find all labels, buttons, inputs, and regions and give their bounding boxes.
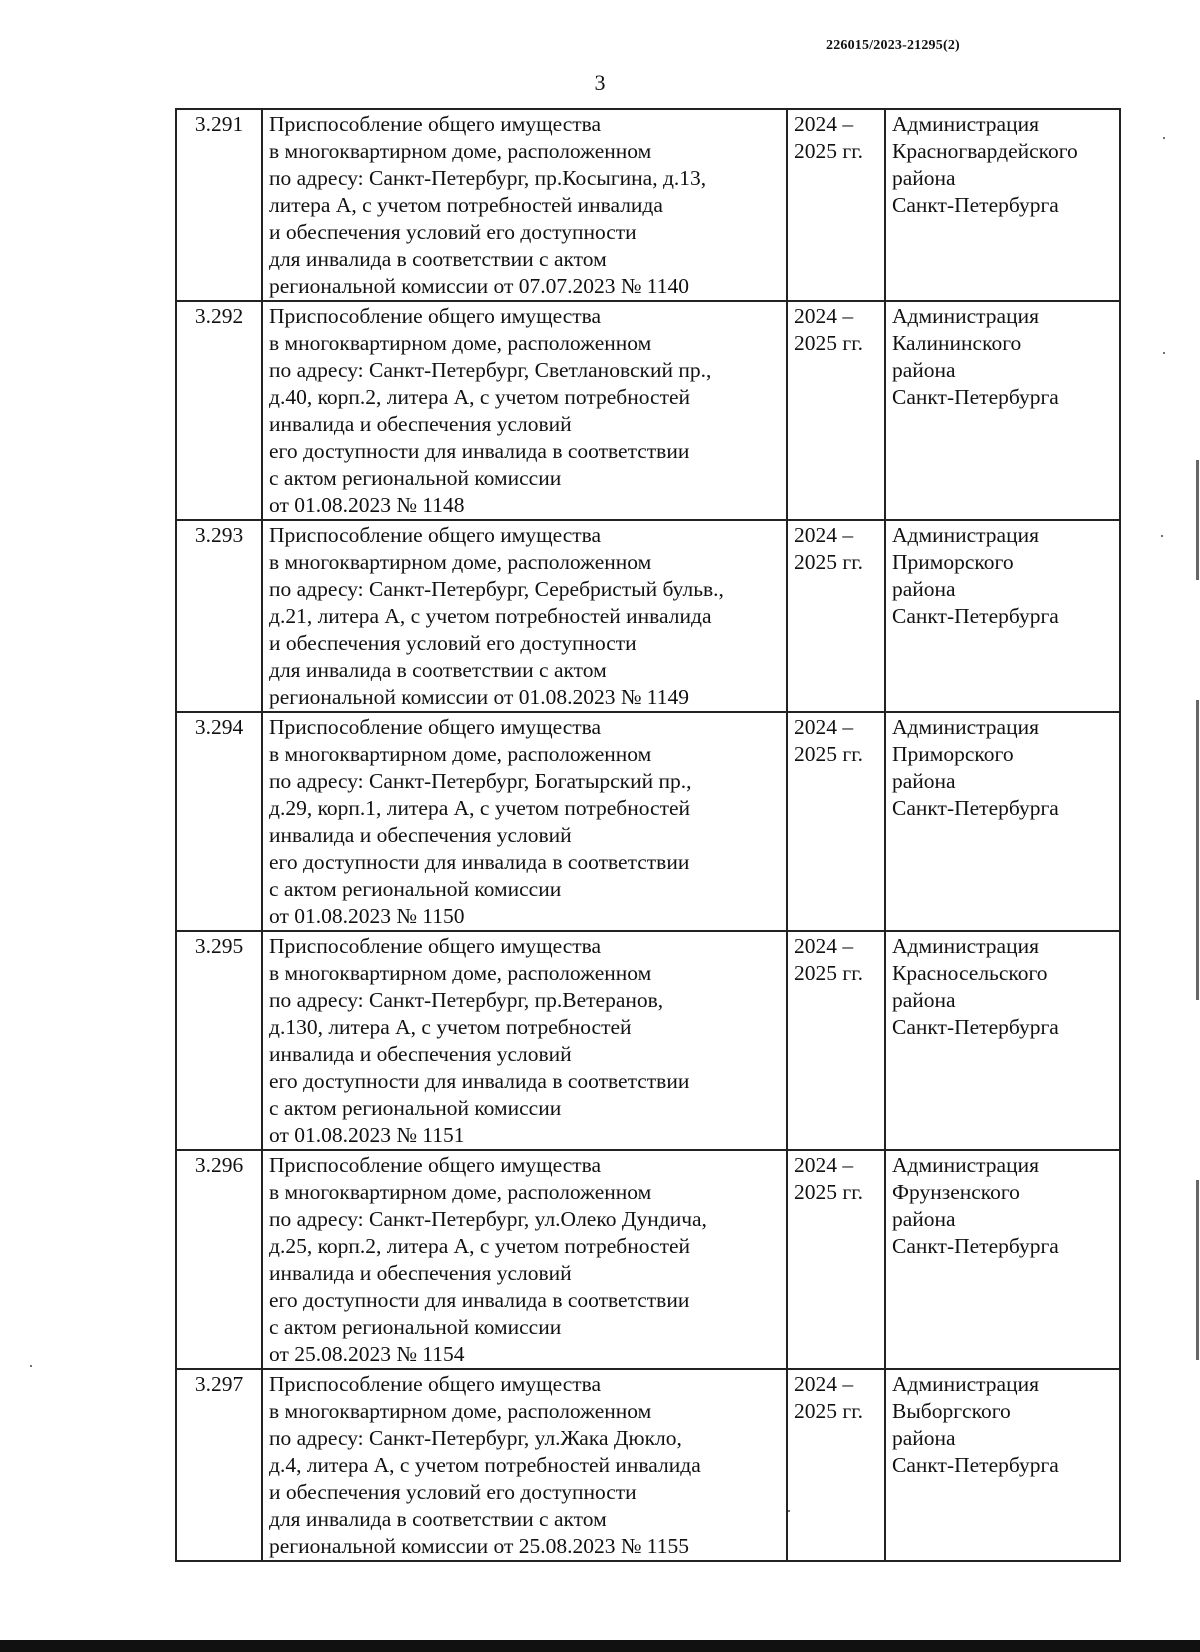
table-row [176,1369,1120,1561]
row-executor: Администрация Приморского района Санкт-Петербурга [885,520,1120,712]
table-row [176,931,1120,1150]
row-description: Приспособление общего имущества в многоквартирном доме, расположенном по адресу: Санкт-Петербург, Богатырский пр., д.29, корп.1, литера А, с учетом потребностей инвалида и обеспечения условий его доступности для инвалида в соответствии с актом региональной комиссии от 01.08.2023 № 1150 [262,712,787,931]
row-period: 2024 – 2025 гг. [787,109,885,301]
row-period: 2024 – 2025 гг. [787,712,885,931]
row-description: Приспособление общего имущества в многоквартирном доме, расположенном по адресу: Санкт-Петербург, Светлановский пр., д.40, корп.2, литера А, с учетом потребностей инвалида и обеспечения условий его доступности для инвалида в соответствии с актом региональной комиссии от 01.08.2023 № 1148 [262,301,787,520]
row-description: Приспособление общего имущества в многоквартирном доме, расположенном по адресу: Санкт-Петербург, пр.Косыгина, д.13, литера А, с учетом потребностей инвалида и обеспечения условий его доступности для инвалида в соответствии с актом региональной комиссии от 07.07.2023 № 1140 [262,109,787,301]
row-description: Приспособление общего имущества в многоквартирном доме, расположенном по адресу: Санкт-Петербург, Серебристый бульв., д.21, литера А, с учетом потребностей инвалида и обеспечения условий его доступности для инвалида в соответствии с актом региональной комиссии от 01.08.2023 № 1149 [262,520,787,712]
row-number: 3.294 [176,712,262,931]
table-row [176,520,1120,712]
row-executor: Администрация Калининского района Санкт-Петербурга [885,301,1120,520]
scan-speck [30,1365,32,1367]
row-executor: Администрация Красносельского района Санкт-Петербурга [885,931,1120,1150]
table-row [176,1150,1120,1369]
row-executor: Администрация Красногвардейского района Санкт-Петербурга [885,109,1120,301]
document-registration-number: 226015/2023-21295(2) [826,38,960,53]
row-executor: Администрация Фрунзенского района Санкт-Петербурга [885,1150,1120,1369]
table-row [176,109,1120,301]
row-number: 3.292 [176,301,262,520]
row-description: Приспособление общего имущества в многоквартирном доме, расположенном по адресу: Санкт-Петербург, ул.Олеко Дундича, д.25, корп.2, литера А, с учетом потребностей инвалида и обеспечения условий его доступности для инвалида в соответствии с актом региональной комиссии от 25.08.2023 № 1154 [262,1150,787,1369]
row-executor: Администрация Приморского района Санкт-Петербурга [885,712,1120,931]
scan-speck [788,1510,790,1512]
row-period: 2024 – 2025 гг. [787,520,885,712]
row-executor: Администрация Выборгского района Санкт-Петербурга [885,1369,1120,1561]
measures-table [175,108,1121,1562]
row-description: Приспособление общего имущества в многоквартирном доме, расположенном по адресу: Санкт-Петербург, ул.Жака Дюкло, д.4, литера А, с учетом потребностей инвалида и обеспечения условий его доступности для инвалида в соответствии с актом региональной комиссии от 25.08.2023 № 1155 [262,1369,787,1561]
page-number: 3 [594,70,606,95]
table-row [176,712,1120,931]
row-period: 2024 – 2025 гг. [787,1369,885,1561]
row-description: Приспособление общего имущества в многоквартирном доме, расположенном по адресу: Санкт-Петербург, пр.Ветеранов, д.130, литера А, с учетом потребностей инвалида и обеспечения условий его доступности для инвалида в соответствии с актом региональной комиссии от 01.08.2023 № 1151 [262,931,787,1150]
scan-speck [1196,1180,1199,1360]
row-number: 3.293 [176,520,262,712]
row-number: 3.297 [176,1369,262,1561]
scan-speck [1196,460,1199,580]
scan-speck [1196,700,1199,1000]
row-period: 2024 – 2025 гг. [787,1150,885,1369]
row-number: 3.296 [176,1150,262,1369]
scan-speck [1161,535,1163,537]
scan-speck [1163,352,1165,354]
row-number: 3.291 [176,109,262,301]
row-period: 2024 – 2025 гг. [787,931,885,1150]
table-row [176,301,1120,520]
row-period: 2024 – 2025 гг. [787,301,885,520]
scan-bottom-edge [0,1640,1200,1652]
scan-speck [1163,137,1165,139]
row-number: 3.295 [176,931,262,1150]
